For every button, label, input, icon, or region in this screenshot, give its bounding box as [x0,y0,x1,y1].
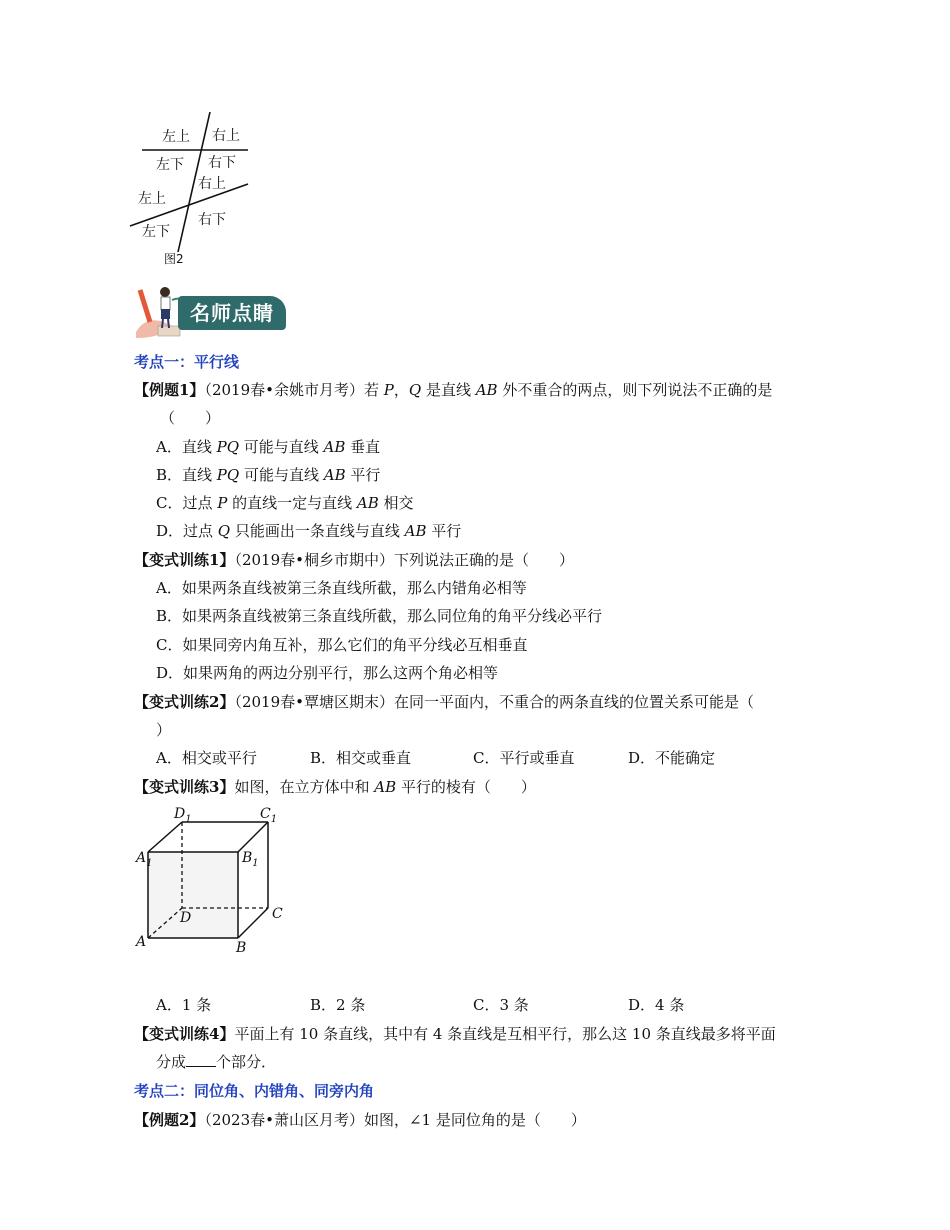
variant-3-option-c: C．3 条 [473,996,529,1014]
example-1-option-d [156,521,461,541]
variant-3-tag: 【变式训练3】 [134,778,235,796]
variant-4-line-2 [156,1052,276,1072]
vertex-b1-label: $B_1$ [242,850,259,869]
edge-a1-d1 [148,822,182,852]
variant-2-option-c: C．平行或垂直 [473,749,575,767]
teacher-tips-badge [132,282,286,340]
vertex-a-label: A [136,934,147,950]
variant-3-option-d: D．4 条 [628,996,685,1014]
option-text: 相交 [378,494,414,512]
edge-b-c [238,908,268,938]
label-upper-right-bottom: 右下 [208,155,236,171]
variant-1-option-a: A．如果两条直线被第三条直线所截，那么内错角必相等 [156,579,527,597]
variant-2-option-d: D．不能确定 [628,749,716,767]
option-var: AB [404,522,427,540]
option-var: AB [356,494,379,512]
label-lower-left-bottom: 左下 [142,224,170,240]
stem-text: 外不重合的两点，则下列说法不正确的是 [497,381,773,399]
stem-text: 若 [363,381,384,399]
example-1-option-c [156,493,414,513]
variant-4-text: 平面上有 10 条直线，其中有 4 条直线是互相平行，那么这 10 条直线最多将平面 [234,1025,776,1043]
option-text: D．过点 [156,522,218,540]
variant-3-option-a: A．1 条 [156,996,212,1014]
example-1-paren: （ ） [160,409,221,427]
variant-3-stem [134,777,536,797]
var-ab: AB [475,381,498,399]
label-upper-right-top: 右上 [212,128,240,144]
variant-1-tag: 【变式训练1】 [134,551,235,569]
edge-b1-c1 [238,822,268,852]
label-lower-right-top: 右上 [198,176,226,192]
label-upper-left-bottom: 左下 [156,157,184,173]
variant-4-stem [134,1024,776,1044]
example-2-tag: 【例题2】 [134,1111,205,1129]
example-1-option-a [156,437,380,457]
option-var: AB [323,438,346,456]
vertex-c1-label: $C_1$ [260,806,278,825]
variant-2-stem [134,692,754,712]
vertex-d1-label: $D_1$ [174,806,192,825]
option-text: 只能画出一条直线与直线 [230,522,405,540]
option-text: B．直线 [156,466,217,484]
example-2-text: （2023春•萧山区月考）如图，∠1 是同位角的是（ ） [204,1111,586,1129]
variant-2-option-b: B．相交或垂直 [310,749,412,767]
var-p: P [383,381,394,399]
variant-3-option-b: B．2 条 [310,996,366,1014]
variant-4-text: 分成 [156,1053,187,1071]
variant-2-close-paren: ） [156,721,172,739]
variant-3-text: 平行的棱有（ ） [396,778,536,796]
stem-text: ， [393,381,409,399]
vertex-c-label: C [272,906,283,922]
option-text: 平行 [345,466,381,484]
figure-2-caption: 图2 [164,252,184,266]
variant-2-tag: 【变式训练2】 [134,693,235,711]
badge-title: 名师点睛 [178,296,286,330]
variant-3-text: 如图，在立方体中和 [234,778,375,796]
figure-2-diagram [128,110,258,270]
example-1-source: （2019春•余姚市月考） [204,381,364,399]
variant-1-stem [134,550,574,570]
option-text: A．直线 [156,438,217,456]
option-text: 可能与直线 [239,466,324,484]
variant-1-option-b: B．如果两条直线被第三条直线所截，那么同位角的角平分线必平行 [156,607,603,625]
option-text: 可能与直线 [239,438,324,456]
variant-1-option-c: C．如果同旁内角互补，那么它们的角平分线必互相垂直 [156,636,528,654]
var-q: Q [408,381,422,399]
vertex-b-label: B [236,940,247,956]
option-text: 的直线一定与直线 [227,494,357,512]
var-ab: AB [374,778,397,796]
vertex-d-label: D [180,910,192,926]
answer-blank[interactable] [186,1052,216,1067]
vertex-a1-label: $A_1$ [136,850,153,869]
example-2-stem [134,1110,586,1130]
variant-4-tag: 【变式训练4】 [134,1025,235,1043]
variant-2-option-a: A．相交或平行 [156,749,257,767]
variant-2-text: （2019春•覃塘区期末）在同一平面内，不重合的两条直线的位置关系可能是（ [234,693,754,711]
option-var: AB [323,466,346,484]
example-1-option-b [156,465,380,485]
label-upper-left-top: 左上 [162,129,190,145]
variant-4-text: 个部分． [216,1053,277,1071]
option-var: PQ [216,466,240,484]
stem-text: 是直线 [421,381,476,399]
option-text: 垂直 [345,438,381,456]
variant-1-text: （2019春•桐乡市期中）下列说法正确的是（ ） [234,551,574,569]
section-title-angles: 考点二：同位角、内错角、同旁内角 [134,1082,375,1100]
option-text: C．过点 [156,494,218,512]
option-var: Q [217,522,231,540]
example-1-stem [134,380,772,400]
section-title-parallel-lines: 考点一：平行线 [134,353,240,371]
variant-1-option-d: D．如果两角的两边分别平行，那么这两个角必相等 [156,664,499,682]
option-text: 平行 [426,522,462,540]
option-var: PQ [216,438,239,456]
label-lower-right-bottom: 右下 [198,212,226,228]
example-1-tag: 【例题1】 [134,381,205,399]
option-var: P [217,494,228,512]
cube-diagram [134,804,294,964]
label-lower-left-top: 左上 [138,191,166,207]
